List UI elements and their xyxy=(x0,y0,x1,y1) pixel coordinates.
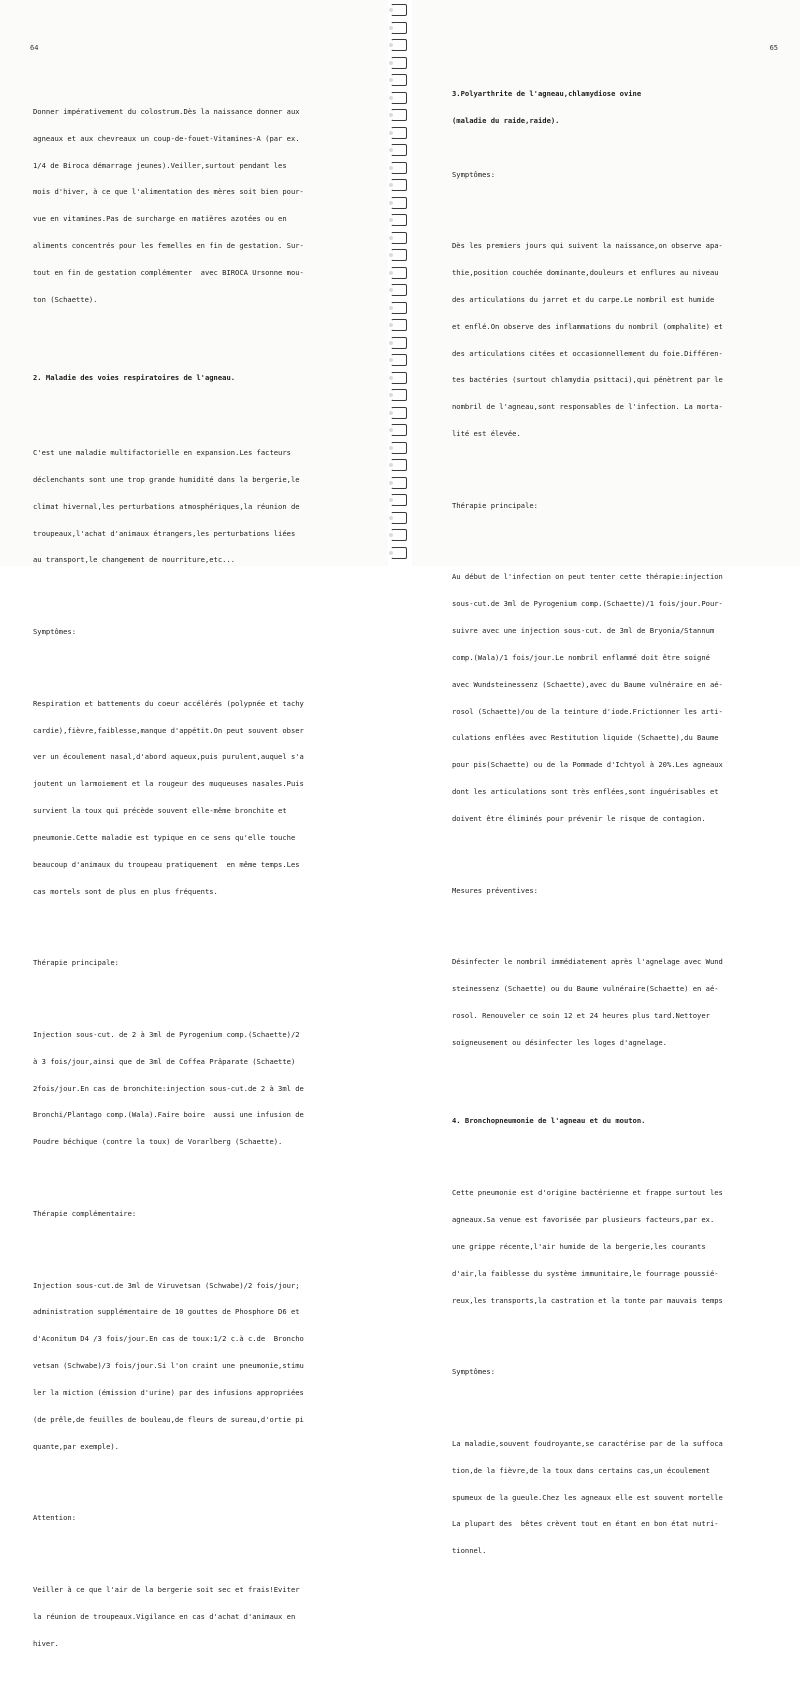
text-line: pour pis(Schaette) ou de la Pommade d'Ichtyol à 20%.Les agneaux xyxy=(452,760,723,770)
text-line: vue en vitamines.Pas de surcharge en matières azotées ou en xyxy=(33,214,287,224)
subheading-attention: Attention: xyxy=(33,1513,76,1523)
text-line: comp.(Wala)/1 fois/jour.Le nombril enflammé doit être soigné xyxy=(452,652,710,662)
symptomes-paragraph xyxy=(452,224,797,457)
text-line: administration supplémentaire de 10 gouttes de Phosphore D6 et xyxy=(33,1307,300,1317)
subheading-symptomes-2: Symptômes: xyxy=(452,1367,495,1377)
text-line: Injection sous-cut. de 2 à 3ml de Pyrogenium comp.(Schaette)/2 xyxy=(33,1029,300,1039)
text-line: reux,les transports,la castration et la tonte par mauvais temps xyxy=(452,1295,723,1305)
binding-ring xyxy=(391,442,407,454)
text-line: à 3 fois/jour,ainsi que de 3ml de Coffea Präparate (Schaette) xyxy=(33,1056,296,1066)
text-line: au transport,le changement de nourriture,etc... xyxy=(33,555,236,565)
text-line: nombril de l'agneau,sont responsables de l'infection. La morta- xyxy=(452,402,723,412)
binding-ring xyxy=(391,74,407,86)
text-line: survient la toux qui précède souvent elle-même bronchite et xyxy=(33,806,287,816)
text-line: rosol. Renouveler ce soin 12 et 24 heures plus tard.Nettoyer xyxy=(452,1010,710,1020)
binding-ring xyxy=(391,22,407,34)
symptomes-paragraph xyxy=(33,682,383,915)
text-line: tes bactéries (surtout chlamydia psittaci),qui pénètrent par le xyxy=(452,375,723,385)
section-heading-continued: (maladie du raide,raide). xyxy=(452,115,560,125)
text-line: une grippe récente,l'air humide de la bergerie,les courants xyxy=(452,1241,706,1251)
binding-ring xyxy=(391,127,407,139)
binding-ring xyxy=(391,232,407,244)
binding-ring xyxy=(391,319,407,331)
text-line: sous-cut.de 3ml de Pyrogenium comp.(Schaette)/1 fois/jour.Pour- xyxy=(452,599,723,609)
text-line: quante,par exemple). xyxy=(33,1441,119,1451)
page-number-left: 64 xyxy=(30,44,39,52)
text-line: 1/4 de Biroca démarrage jeunes).Veiller,surtout pendant les xyxy=(33,160,287,170)
text-line: doivent être éliminés pour prévenir le risque de contagion. xyxy=(452,813,706,823)
text-line: pneumonie.Cette maladie est typique en ce sens qu'elle touche xyxy=(33,832,296,842)
text-line: soigneusement ou désinfecter les loges d'agnelage. xyxy=(452,1037,667,1047)
binding-ring xyxy=(391,389,407,401)
text-line: climat hivernal,les perturbations atmosphériques,la réunion de xyxy=(33,501,300,511)
binding-ring xyxy=(391,459,407,471)
text-line: Dès les premiers jours qui suivent la naissance,on observe apa- xyxy=(452,241,723,251)
text-line: suivre avec une injection sous-cut. de 3ml de Bryonia/Stannum xyxy=(452,626,715,636)
text-line: lité est élevée. xyxy=(452,429,521,439)
binding-ring xyxy=(391,407,407,419)
subheading-mesures: Mesures préventives: xyxy=(452,885,538,895)
text-line: vetsan (Schwabe)/3 fois/jour.Si l'on craint une pneumonie,stimu xyxy=(33,1361,304,1371)
binding-ring xyxy=(391,424,407,436)
section-heading: 4. Bronchopneumonie de l'agneau et du mouton. xyxy=(452,1116,646,1126)
text-line: la réunion de troupeaux.Vigilance en cas d'achat d'animaux en xyxy=(33,1611,296,1621)
left-text-column xyxy=(33,72,383,1684)
binding-ring xyxy=(391,337,407,349)
binding-ring xyxy=(391,284,407,296)
binding-ring xyxy=(391,162,407,174)
therapie-paragraph xyxy=(33,1013,383,1165)
intro-paragraph xyxy=(33,90,383,323)
binding-ring xyxy=(391,372,407,384)
text-line: d'air,la faiblesse du système immunitaire,le fourrage poussié- xyxy=(452,1268,719,1278)
binding-ring xyxy=(391,179,407,191)
binding-ring xyxy=(391,529,407,541)
attention-paragraph xyxy=(33,1568,383,1666)
binding-ring xyxy=(391,302,407,314)
text-line: avec Wundsteinessenz (Schaette),avec du Baume vulnéraire en aé- xyxy=(452,679,723,689)
text-line: Bronchi/Plantago comp.(Wala).Faire boire aussi une infusion de xyxy=(33,1110,304,1120)
text-line: beaucoup d'animaux du troupeau pratiquement en même temps.Les xyxy=(33,859,300,869)
text-line: aliments concentrés pour les femelles en fin de gestation. Sur- xyxy=(33,241,304,251)
right-text-column xyxy=(452,72,797,1592)
binding-ring xyxy=(391,214,407,226)
text-line: ler la miction (émission d'urine) par des infusions appropriées xyxy=(33,1388,304,1397)
text-line: Cette pneumonie est d'origine bactérienne et frappe surtout les xyxy=(452,1188,723,1198)
section4-paragraph xyxy=(452,1171,797,1323)
text-line: culations enflées avec Restitution liquide (Schaette),du Baume xyxy=(452,733,719,743)
page-number-right: 65 xyxy=(769,44,778,52)
text-line: d'Aconitum D4 /3 fois/jour.En cas de toux:1/2 c.à c.de Broncho xyxy=(33,1334,304,1344)
section-heading: 2. Maladie des voies respiratoires de l'agneau. xyxy=(33,373,236,383)
text-line: spumeux de la gueule.Chez les agneaux elle est souvent mortelle xyxy=(452,1492,723,1502)
therapie-paragraph xyxy=(452,555,797,841)
binding-ring xyxy=(391,57,407,69)
binding-ring xyxy=(391,4,407,16)
binding-ring xyxy=(391,144,407,156)
binding-ring xyxy=(391,477,407,489)
binding-ring xyxy=(391,547,407,559)
subheading-complementaire: Thérapie complémentaire: xyxy=(33,1208,137,1218)
right-page xyxy=(412,0,800,1556)
text-line: tionnel. xyxy=(452,1546,487,1556)
complementaire-paragraph xyxy=(33,1264,383,1470)
text-line: rosol (Schaette)/ou de la teinture d'iode.Frictionner les arti- xyxy=(452,706,723,716)
text-line: Donner impérativement du colostrum.Dès la naissance donner aux xyxy=(33,106,300,116)
binding-ring xyxy=(391,92,407,104)
left-page xyxy=(0,0,388,1648)
text-line: C'est une maladie multifactorielle en expansion.Les facteurs xyxy=(33,448,291,458)
spiral-binding xyxy=(388,0,412,566)
subheading-symptomes: Symptômes: xyxy=(33,627,76,637)
text-line: (de prêle,de feuilles de bouleau,de fleurs de sureau,d'ortie pi xyxy=(33,1414,304,1424)
text-line: des articulations citées et occasionnellement du foie.Différen- xyxy=(452,348,723,358)
text-line: cas mortels sont de plus en plus fréquents. xyxy=(33,886,218,896)
text-line: hiver. xyxy=(33,1638,59,1648)
text-line: agneaux et aux chevreaux un coup-de-fouet-Vitamines-A (par ex. xyxy=(33,133,300,143)
text-line: dont les articulations sont très enflées,sont inguérisables et xyxy=(452,787,719,797)
binding-ring xyxy=(391,39,407,51)
text-line: cardie),fièvre,faiblesse,manque d'appétit.On peut souvent obser xyxy=(33,725,304,735)
subheading-therapie: Thérapie principale: xyxy=(452,500,538,510)
text-line: agneaux.Sa venue est favorisée par plusieurs facteurs,par ex. xyxy=(452,1214,715,1224)
text-line: et enflé.On observe des inflammations du nombril (omphalite) et xyxy=(452,321,723,331)
binding-ring xyxy=(391,512,407,524)
text-line: Veiller à ce que l'air de la bergerie soit sec et frais!Eviter xyxy=(33,1585,300,1594)
text-line: ton (Schaette). xyxy=(33,294,98,304)
text-line: La plupart des bêtes crèvent tout en étant en bon état nutri- xyxy=(452,1519,719,1529)
text-line: La maladie,souvent foudroyante,se caractérise par de la suffoca xyxy=(452,1438,723,1448)
text-line: thie,position couchée dominante,douleurs et enflures au niveau xyxy=(452,268,719,277)
text-line: Au début de l'infection on peut tenter cette thérapie:injection xyxy=(452,572,723,582)
text-line: 2fois/jour.En cas de bronchite:injection sous-cut.de 2 à 3ml de xyxy=(33,1083,304,1093)
binding-ring xyxy=(391,354,407,366)
text-line: Respiration et battements du coeur accélérés (polypnée et tachy xyxy=(33,698,304,708)
text-line: des articulations du jarret et du carpe.Le nombril est humide xyxy=(452,294,715,304)
text-line: tion,de la fièvre,de la toux dans certains cas,un écoulement xyxy=(452,1465,710,1475)
section-heading: 3.Polyarthrite de l'agneau,chlamydiose ovine xyxy=(452,88,642,98)
symptomes2-paragraph xyxy=(452,1422,797,1574)
text-line: Poudre béchique (contre la toux) de Vorarlberg (Schaette). xyxy=(33,1137,283,1147)
subheading-therapie: Thérapie principale: xyxy=(33,958,119,968)
binding-ring xyxy=(391,109,407,121)
binding-ring xyxy=(391,197,407,209)
text-line: mois d'hiver, à ce que l'alimentation des mères soit bien pour- xyxy=(33,187,304,197)
text-line: déclenchants sont une trop grande humidité dans la bergerie,le xyxy=(33,474,300,484)
text-line: tout en fin de gestation complémenter avec BIROCA Ursonne mou- xyxy=(33,267,304,277)
text-line: steinessenz (Schaette) ou du Baume vulnéraire(Schaette) en aé- xyxy=(452,984,719,994)
binding-ring xyxy=(391,249,407,261)
subheading-symptomes: Symptômes: xyxy=(452,169,495,179)
mesures-paragraph xyxy=(452,940,797,1065)
text-line: joutent un larmoiement et la rougeur des muqueuses nasales.Puis xyxy=(33,779,304,789)
binding-ring xyxy=(391,267,407,279)
binding-ring xyxy=(391,494,407,506)
section2-paragraph xyxy=(33,431,383,583)
text-line: Injection sous-cut.de 3ml de Viruvetsan (Schwabe)/2 fois/jour; xyxy=(33,1280,300,1290)
text-line: ver un écoulement nasal,d'abord aqueux,puis purulent,auquel s'a xyxy=(33,752,304,762)
text-line: troupeaux,l'achat d'animaux étrangers,les perturbations liées xyxy=(33,528,296,538)
text-line: Désinfecter le nombril immédiatement après l'agnelage avec Wund xyxy=(452,957,723,967)
